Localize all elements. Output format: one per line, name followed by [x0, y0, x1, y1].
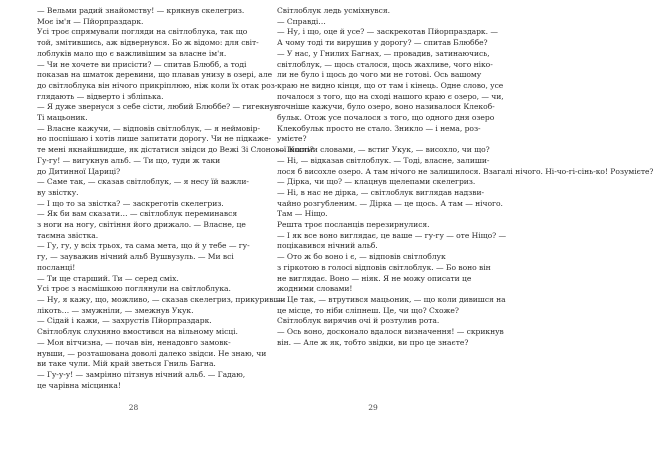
text-line: глядають — відверто і збліпька.: [37, 91, 164, 101]
text-line: точніше кажучи, було озеро, воно називалося Клекоб-: [277, 102, 495, 112]
text-line: — Як би вам сказати… — світлоблук переминався: [37, 209, 238, 219]
text-line: но поспішаю і хотів лише запитати дорогу. Чи не підкаже-: [37, 134, 272, 144]
text-line: — Ні, — відказав світлоблук. — Тоді, власне, залиши-: [277, 155, 490, 165]
text-line: до Дитинної Цариці?: [37, 166, 121, 176]
right-page: [250, 0, 653, 450]
text-line: лоблуків мало що є важливішим за власне ім'я.: [37, 48, 227, 58]
text-line: з ноги на ногу, світіння його дрижало. — Власне, це: [37, 220, 246, 230]
text-line: Ті мацьоник.: [37, 113, 88, 123]
text-line: — Гу, гу, у всіх трьох, та сама мета, що й у тебе — гу-: [37, 241, 250, 251]
text-line: — Власне кажучи, — відповів світлоблук, — я неймовір-: [37, 123, 260, 133]
text-line: — І як все воно виглядає, це ваше — гу-гу — оте Ніщо? —: [277, 230, 507, 240]
text-line: — Саме так, — сказав світлоблук, — я несу їй важли-: [37, 177, 249, 187]
text-line: — Чи не хочете ви присісти? — спитав Блюбб, а тоді: [37, 59, 247, 69]
text-line: гу, — зауважив нічний альб Вушвузуль. — Ми всі: [37, 252, 234, 262]
text-line: лося б висохле озеро. А там нічого не залишилося. Взагалі нічого. Ні-чо-гі-сінь-ко! Розумієте?: [277, 166, 653, 176]
text-line: таємна звістка.: [37, 230, 99, 240]
text-line: Клекобульк просто не стало. Зникло — і нема, роз-: [277, 123, 481, 133]
text-line: — Ну, і що, оце й усе? — заскрекотав Пйорпраздарк. —: [277, 27, 498, 37]
text-line: Світлоблук вирячив очі й розтулив рота.: [277, 316, 440, 326]
text-line: Решта троє посланців перезирнулися.: [277, 220, 430, 230]
text-line: — У нас, у Гнилих Багнах, — провадив, затинаючись,: [277, 48, 490, 58]
text-line: краю не видно кінця, що от там і кінець. Одне слово, усе: [277, 80, 504, 90]
text-line: ли не було і щось до чого ми не готові. Ось вашому: [277, 70, 482, 80]
text-line: Світлоблук слухняно вмостився на вільному місці.: [37, 327, 238, 337]
text-line: це місце, то ніби сліпнеш. Це, чи що? Схоже?: [277, 305, 459, 315]
text-line: — Ні, в нас не дірка, — світлоблук виглядав надзви-: [277, 187, 485, 197]
text-line: — Справді…: [277, 16, 326, 26]
text-line: почалося з того, що на сході нашого краю є озеро, — чи,: [277, 91, 504, 101]
text-line: — Ото ж бо воно і є, — відповів світлоблук: [277, 252, 446, 262]
text-line: Моє ім'я — Пйорпраздарк.: [37, 16, 144, 26]
text-line: — Гу-у-у! — замріяно пітзнув нічний альб. — Гадаю,: [37, 369, 246, 379]
text-line: показав на шматок деревини, що плавав унизу в озері, але: [37, 70, 273, 80]
text-line: — Моя вітчизна, — почав він, ненадовго замовк-: [37, 337, 231, 347]
text-line: Гу-гу! — вигукнув альб. — Ти що, туди ж таки: [37, 155, 221, 165]
text-line: той, змітившись, аж відвернувся. Бо ж відомо: для світ-: [37, 38, 259, 48]
text-line: ви таке чули. Мій край зветься Гниль Багна.: [37, 359, 216, 369]
text-line: чайно розгубленим. — Дірка — це щось. А там — нічого.: [277, 198, 503, 208]
text-line: з гіркотою в голосі відповів світлоблук. — Бо воно він: [277, 262, 491, 272]
text-line: лікоть… — змужніли, — змежнув Укук.: [37, 305, 194, 315]
text-line: — Ти ще старший. Ти — серед сміх.: [37, 273, 179, 283]
text-line: — Це так, — втрутився мацьоник, — що коли дивишся на: [277, 294, 506, 304]
text-line: поцікавився нічний альб.: [277, 241, 378, 251]
text-line: жодними словами!: [277, 284, 353, 294]
page-number-right: 29: [368, 403, 378, 412]
text-line: — Я дуже звернуся з себе сісти, любий Блюббе? — гигекнув: [37, 102, 279, 112]
text-line: світлоблук, — щось сталося, щось жахливе, чого ніко-: [277, 59, 493, 69]
text-line: ву звістку.: [37, 187, 79, 197]
right-page-text: [277, 6, 653, 349]
text-line: нувши, — розташована доволі далеко звідси. Не знаю, чи: [37, 348, 267, 358]
text-line: Світлоблук ледь усміхнувся.: [277, 6, 390, 15]
text-line: це чарівна місцинка!: [37, 380, 121, 390]
text-line: — Ось воно, досконало вдалося визначення! — скрикнув: [277, 327, 504, 337]
text-line: умієте?: [277, 134, 307, 144]
text-line: до світлоблука він нічого прикріплюю, ніж коли їх отак роз-: [37, 80, 278, 90]
text-line: те мені якнайшвидше, як дістатися звідси до Вежі Зі Слонової Кості?: [37, 145, 314, 155]
text-line: — Вельми радий знайомству! — крякнув скелегриз.: [37, 6, 245, 15]
text-line: не виглядає. Воно — ніяк. Я не можу описати це: [277, 273, 472, 283]
text-line: — Дірка, чи що? — клацнув щелепами скелегриз.: [277, 177, 476, 187]
text-line: — Іншими словами, — встиг Укук, — висохло, чи що?: [277, 145, 490, 155]
text-line: Усі троє з насмішкою поглянули на світлоблука.: [37, 284, 231, 294]
text-line: Там — Ніщо.: [277, 209, 328, 219]
text-line: — Ну, я кажу, що, можливо, — сказав скелегриз, прикуривши: [37, 294, 286, 304]
text-line: — Сідай і кажи, — захрустів Пйорпраздарк.: [37, 316, 212, 326]
text-line: він. — Але ж як, тобто звідки, ви про це знаєте?: [277, 337, 469, 347]
text-line: посланці!: [37, 262, 76, 272]
page-number-left: 28: [128, 403, 139, 412]
text-line: Усі троє спрямували погляди на світлоблука, так що: [37, 27, 248, 37]
text-line: бульк. Отож усе почалося з того, що одного дня озеро: [277, 113, 495, 123]
text-line: А чому тоді ти вирушив у дорогу? — спитав Блюббе?: [277, 38, 488, 48]
text-line: — І що то за звістка? — заскреготів скелегриз.: [37, 198, 224, 208]
